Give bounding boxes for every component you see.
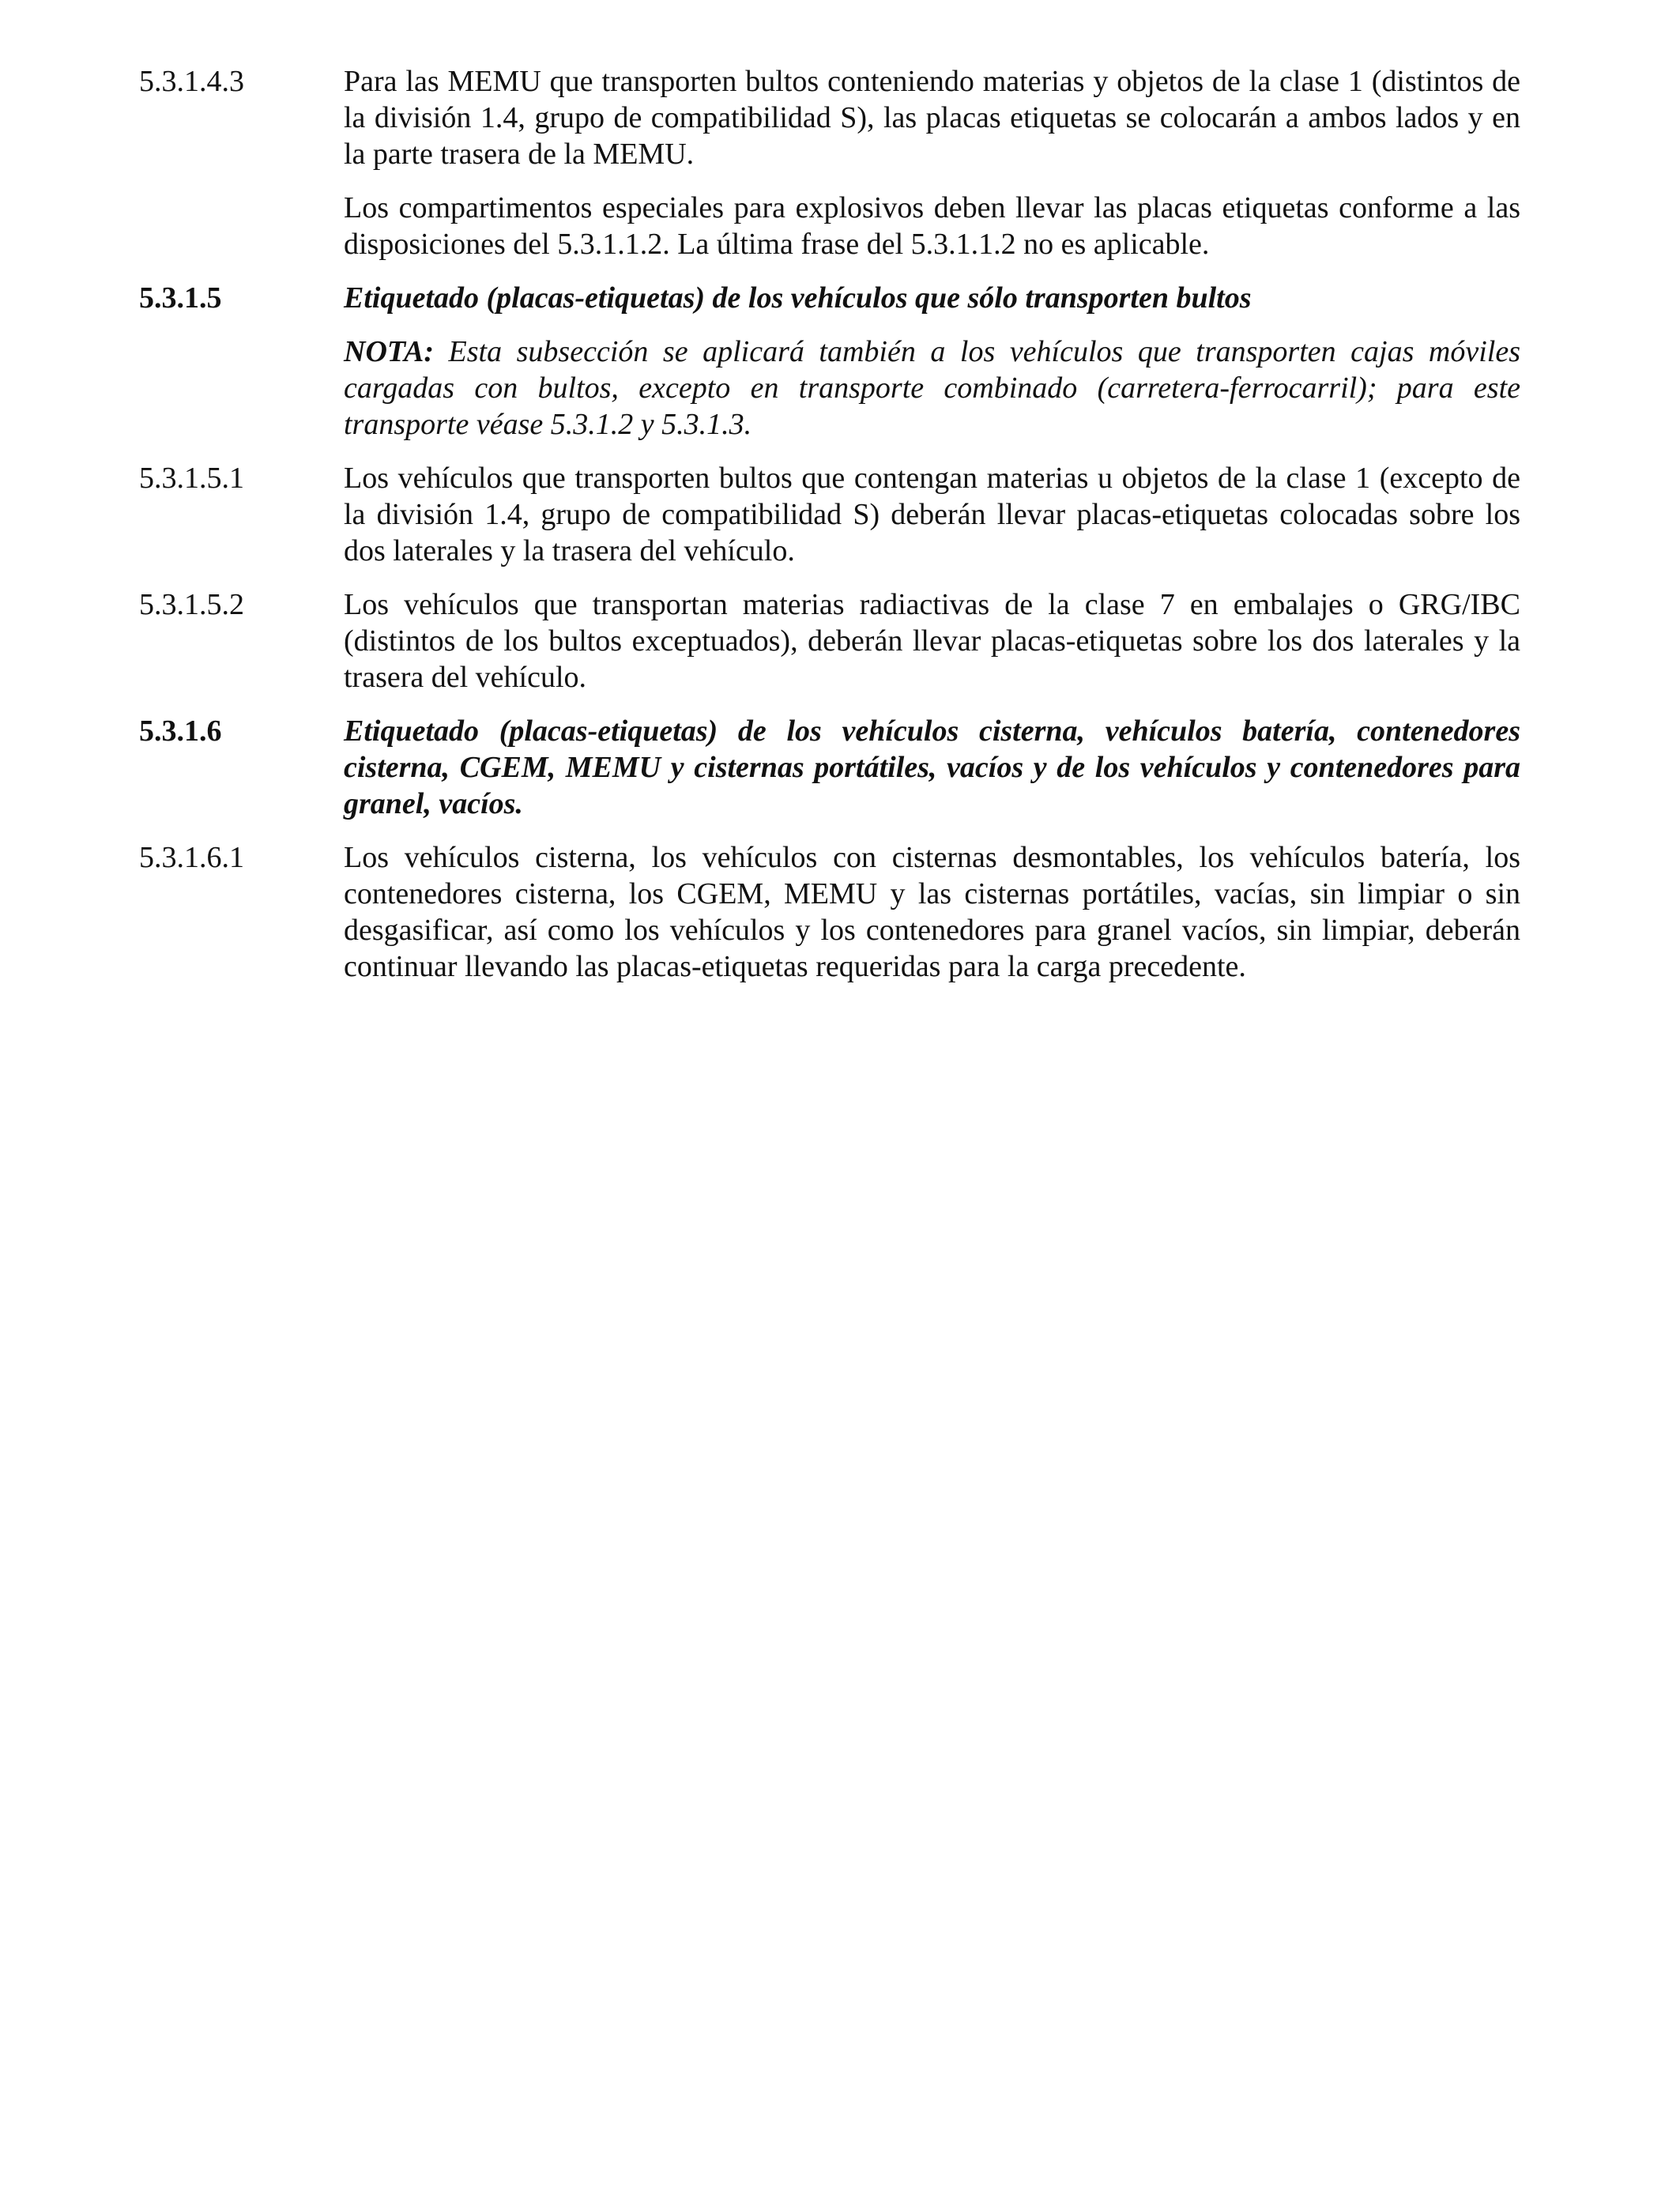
section-number: 5.3.1.4.3 [139,65,244,98]
section-number: 5.3.1.5 [139,281,222,315]
document-page [139,63,1541,1002]
section-number: 5.3.1.6.1 [139,841,244,874]
paragraph: Los compartimentos especiales para explosivos deben llevar las placas etiquetas conforme a las disposiciones del 5.3.1.1.2. La última frase del 5.3.1.1.2 no es aplicable. [344,191,1520,261]
section-body [344,586,1520,713]
section-number: 5.3.1.5.2 [139,588,244,621]
paragraph: Para las MEMU que transporten bultos conteniendo materias y objetos de la clase 1 (distintos de la división 1.4, grupo de compatibilidad S), las placas etiquetas se colocarán a ambos lados y en la parte trasera de la MEMU. [344,65,1520,171]
section-body [344,839,1520,1002]
section-5-3-1-6-1 [139,839,1541,1002]
section-5-3-1-5-1 [139,460,1541,586]
note-label: NOTA: [344,335,434,368]
section-heading: Etiquetado (placas-etiquetas) de los vehículos que sólo transporten bultos [344,281,1252,315]
note [344,334,1520,443]
paragraph: Los vehículos que transporten bultos que contengan materias u objetos de la clase 1 (excepto de la división 1.4, grupo de compatibilidad S) deberán llevar placas-etiquetas colocadas sobre los dos laterales y la trasera del vehículo. [344,462,1520,567]
section-5-3-1-5-2 [139,586,1541,713]
section-body [344,713,1520,839]
note-text: Esta subsección se aplicará también a los vehículos que transporten cajas móviles cargadas con bultos, excepto en transporte combinado (carretera-ferrocarril); para este transporte véase 5.3.1.2 y 5.3.1.3. [344,335,1520,441]
section-body [344,63,1520,280]
section-number: 5.3.1.6 [139,714,222,748]
paragraph: Los vehículos cisterna, los vehículos con cisternas desmontables, los vehículos batería, los contenedores cisterna, los CGEM, MEMU y las cisternas portátiles, vacías, sin limpiar o sin desgasificar, así como los vehículos y los contenedores para granel vacíos, sin limpiar, deberán continuar llevando las placas-etiquetas requeridas para la carga precedente. [344,841,1520,983]
section-body [344,460,1520,586]
section-5-3-1-6 [139,713,1541,839]
section-body [344,280,1520,460]
section-heading: Etiquetado (placas-etiquetas) de los vehículos cisterna, vehículos batería, contenedores cisterna, CGEM, MEMU y cisternas portátiles, vacíos y de los vehículos y contenedores para granel, vacíos. [344,714,1520,820]
section-5-3-1-5 [139,280,1541,460]
section-5-3-1-4-3 [139,63,1541,280]
section-number: 5.3.1.5.1 [139,462,244,495]
paragraph: Los vehículos que transportan materias radiactivas de la clase 7 en embalajes o GRG/IBC (distintos de los bultos exceptuados), deberán llevar placas-etiquetas sobre los dos laterales y la trasera del vehículo. [344,588,1520,694]
